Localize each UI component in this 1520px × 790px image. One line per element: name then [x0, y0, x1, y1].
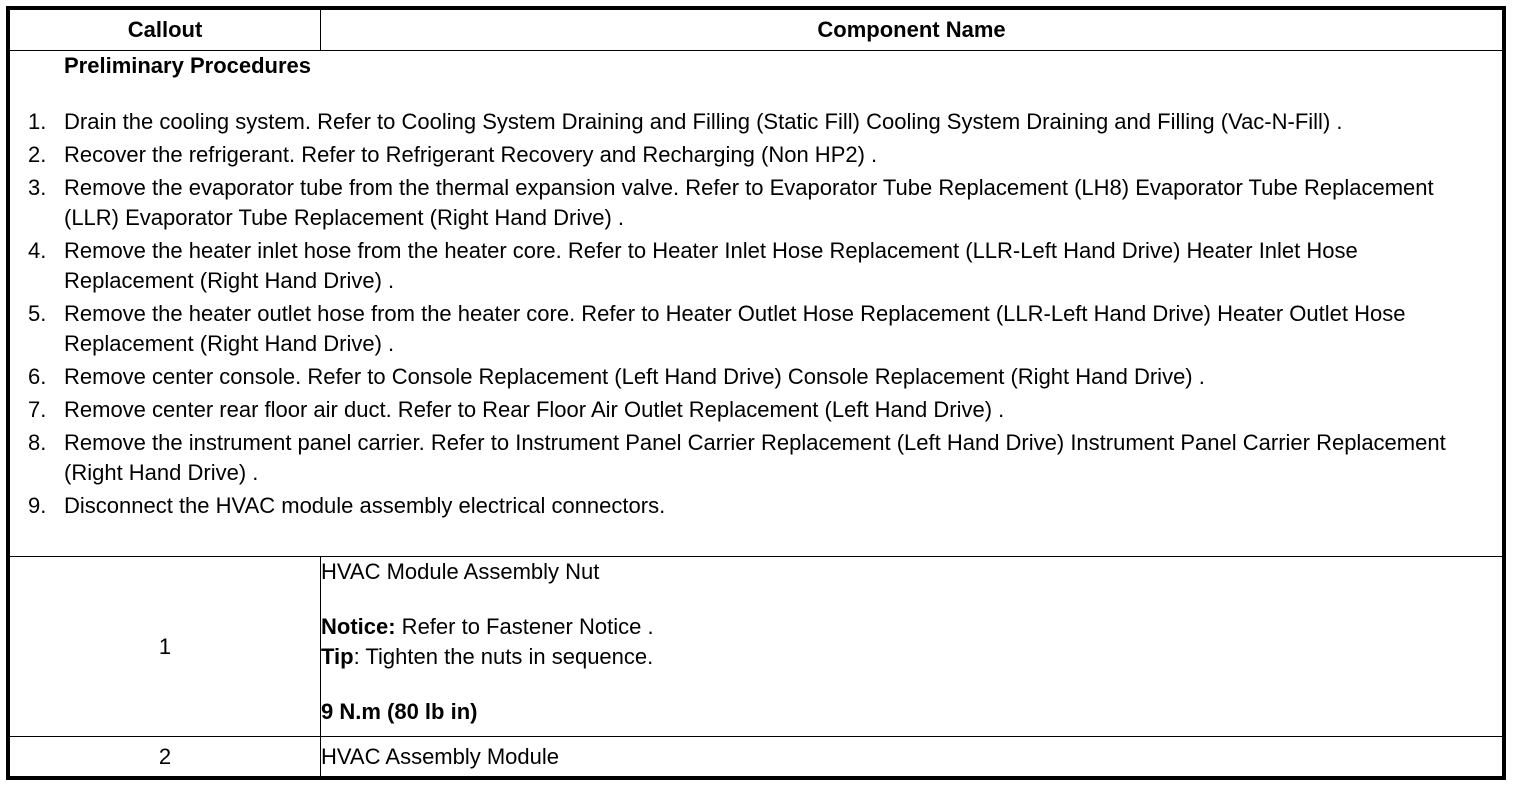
- procedure-sheet: [6, 6, 1506, 780]
- step-text: Recover the refrigerant. Refer to Refrigerant Recovery and Recharging (Non HP2) .: [64, 142, 878, 167]
- step-text: Remove center console. Refer to Console Replacement (Left Hand Drive) Console Replacement (Right Hand Drive) .: [64, 364, 1205, 389]
- component-cell: [321, 557, 1503, 737]
- step-item: [10, 428, 1502, 488]
- procedure-table: [9, 9, 1503, 777]
- spacer: [321, 587, 1502, 612]
- preliminary-procedures-title: Preliminary Procedures: [64, 53, 312, 78]
- notice-text: Refer to Fastener Notice .: [395, 614, 654, 639]
- preliminary-steps-list: [10, 107, 1502, 521]
- table-row: [10, 737, 1503, 777]
- step-number: 5.: [28, 301, 47, 326]
- tip-line: [321, 642, 1502, 672]
- step-text: Disconnect the HVAC module assembly electrical connectors.: [64, 493, 666, 518]
- header-component-name: Component Name: [321, 10, 1503, 51]
- step-item: [10, 140, 1502, 170]
- callout-number: 1: [10, 557, 321, 737]
- step-number: 6.: [28, 364, 47, 389]
- step-item: [10, 299, 1502, 359]
- step-number: 7.: [28, 397, 47, 422]
- step-text: Remove the evaporator tube from the thermal expansion valve. Refer to Evaporator Tube Replacement (LH8) Evaporator Tube Replacement (LLR) Evaporator Tube Replacement (Right Hand Drive) .: [64, 175, 1434, 230]
- preliminary-procedures-cell: [10, 51, 1503, 557]
- table-header-row: [10, 10, 1503, 51]
- step-number: 1.: [28, 109, 47, 134]
- step-item: [10, 491, 1502, 521]
- notice-line: [321, 612, 1502, 642]
- step-item: [10, 395, 1502, 425]
- step-item: [10, 173, 1502, 233]
- callout-number: 2: [10, 737, 321, 777]
- notice-label: Notice:: [321, 614, 396, 639]
- component-name: HVAC Module Assembly Nut: [321, 559, 600, 584]
- step-number: 9.: [28, 493, 47, 518]
- step-text: Remove the instrument panel carrier. Refer to Instrument Panel Carrier Replacement (Left Hand Drive) Instrument Panel Carrier Replacement (Right Hand Drive) .: [64, 430, 1446, 485]
- component-name: HVAC Assembly Module: [321, 737, 1503, 777]
- step-text: Remove the heater outlet hose from the heater core. Refer to Heater Outlet Hose Replacement (LLR-Left Hand Drive) Heater Outlet Hose Replacement (Right Hand Drive) .: [64, 301, 1406, 356]
- step-item: [10, 362, 1502, 392]
- step-number: 8.: [28, 430, 47, 455]
- preliminary-row: [10, 51, 1503, 557]
- tip-label: Tip: [321, 644, 354, 669]
- tip-text: : Tighten the nuts in sequence.: [353, 644, 654, 669]
- step-item: [10, 107, 1502, 137]
- step-number: 2.: [28, 142, 47, 167]
- step-text: Drain the cooling system. Refer to Cooling System Draining and Filling (Static Fill) Cooling System Draining and Filling (Vac-N-Fill) .: [64, 109, 1343, 134]
- torque-spec: 9 N.m (80 lb in): [321, 699, 478, 724]
- spacer: [321, 672, 1502, 697]
- header-callout: Callout: [10, 10, 321, 51]
- step-item: [10, 236, 1502, 296]
- step-text: Remove center rear floor air duct. Refer to Rear Floor Air Outlet Replacement (Left Hand Drive) .: [64, 397, 1005, 422]
- table-row: [10, 557, 1503, 737]
- step-number: 3.: [28, 175, 47, 200]
- step-number: 4.: [28, 238, 47, 263]
- step-text: Remove the heater inlet hose from the heater core. Refer to Heater Inlet Hose Replacement (LLR-Left Hand Drive) Heater Inlet Hose Replacement (Right Hand Drive) .: [64, 238, 1358, 293]
